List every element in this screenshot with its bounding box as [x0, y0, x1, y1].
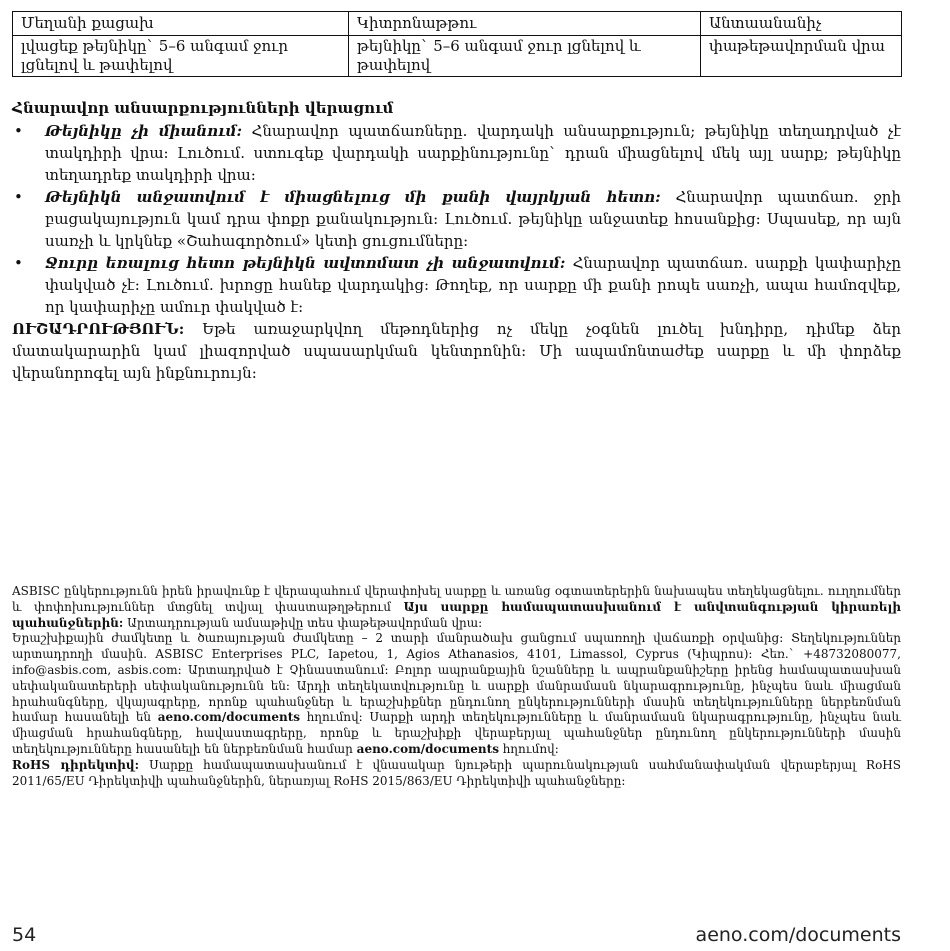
issue-text: Հնարավոր պատճառ. ջրի բացակայություն կամ դրա փոքր քանակություն։ Լուծում. թեյնիկը անջատեք հոսանքից։ Սպասեք, որ այն սառչի և կրկնեք «Շահագործում» կետի ցուցումները։	[45, 188, 901, 250]
table-cell: լվացեք թեյնիկը` 5–6 անգամ ջուր լցնելով և թափելով	[13, 36, 349, 77]
rohs-label: RoHS դիրեկտիվ:	[12, 757, 140, 772]
table-header-cell: Անտաանանիչ	[701, 12, 902, 36]
attention-label: ՈՒՇԱԴՐՈՒԹՅՈՒՆ:	[12, 320, 185, 338]
list-item	[12, 120, 901, 186]
fine-text: Սարքը համապատասխանում է վնասակար նյութերի պարունակության սահմանափակման վերաբերյալ RoHS 2011/65/EU Դիրեկտիվի պահանջներին, ներառյալ RoHS 2015/863/EU Դիրեկտիվի պահանջները։	[12, 757, 901, 788]
manufacturer-notice	[12, 584, 901, 631]
warranty-notice	[12, 631, 901, 757]
bullet-icon: •	[14, 122, 23, 140]
table-header-cell: Մեղանի քացախ	[13, 12, 349, 36]
fine-text: հղումով։	[498, 741, 559, 756]
safety-compliance-text: Այս սարքը համապատասխանում է անվտանգության կիրառելի պահանջներին:	[12, 599, 902, 630]
documents-link[interactable]: aeno.com/documents	[157, 710, 301, 725]
table-header-row	[13, 12, 902, 36]
rohs-notice	[12, 758, 901, 790]
table-header-cell: Կիտրոնաթթու	[349, 12, 701, 36]
table-row	[13, 36, 902, 77]
fine-text: ASBISC ընկերությունն իրեն իրավունք է վերապահում վերափոխել սարքը և առանց օգտատերերին նախապես տեղեկացնելու. ուղղումներ և փոփոխություններ մտցնել տվյալ փաստաթղթերում	[12, 584, 901, 614]
bullet-icon: •	[14, 254, 23, 272]
footer-url[interactable]: aeno.com/documents	[695, 924, 901, 946]
attention-text: Եթե առաջարկվող մեթոդներից ոչ մեկը չօգնեն լուծել խնդիրը, դիմեք ձեր մատակարարին կամ լիազորված սպասարկման կենտրոնին։ Մի ապամոնտաժեք սարքը և մի փորձեք վերանորոգել այն ինքնուրույն։	[12, 320, 901, 382]
list-item	[12, 252, 901, 318]
issue-text: Հնարավոր պատճառ. սարքի կափարիչը փակված չէ։ Լուծում. խրոցը հանեք վարդակից։ Թողեք, որ սարքը մի քանի րոպե սառչի, ապա համոզվեք, որ կափարիչը ամուր փակված է։	[45, 254, 901, 316]
documents-link[interactable]: aeno.com/documents	[356, 741, 499, 756]
legal-fine-print	[12, 584, 901, 789]
table-cell: փաթեթավորման վրա	[701, 36, 902, 77]
issue-list	[12, 120, 901, 318]
page-number: 54	[12, 924, 37, 946]
fine-text: Արտադրության ամսաթիվը տես փաթեթավորման վրա։	[123, 615, 483, 630]
troubleshooting-section	[12, 97, 901, 384]
table-cell: թեյնիկը` 5–6 անգամ ջուր լցնելով և թափելով	[349, 36, 701, 77]
issue-title: Ջուրը եռալուց հետո թեյնիկն ավտոմատ չի անջատվում:	[45, 254, 566, 272]
cleaning-agents-table	[12, 11, 902, 77]
bullet-icon: •	[14, 188, 23, 206]
section-title: Հնարավոր անսարքությունների վերացում	[12, 99, 394, 117]
attention-note	[12, 318, 901, 384]
fine-text: հղումով։ Սարքի արդի տեղեկությունները և մանրամասն նկարագրությունը, ինչպես նաև միացման հրահանգները, հավաստագրերը, որոնք և երաշխիքի վերաբերյալ պահանջներ ընդունող ընկերությունների մասին տեղեկությունները հասանելի են ներբեռնման համար	[12, 710, 901, 756]
issue-text: Հնարավոր պատճառները. վարդակի անսարքություն; թեյնիկը տեղադրված չէ տակդիրի վրա։ Լուծում. ստուգեք վարդակի սարքինությունը` դրան միացնելով մեկ այլ սարք; թեյնիկը տեղադրեք տակդիրի վրա։	[45, 122, 901, 184]
fine-text: Երաշխիքային ժամկետը և ծառայության ժամկետը – 2 տարի մանրածախ ցանցում սպառողի վաճառքի օրվանից։ Տեղեկություններ արտադրողի մասին. ASBISC Enterprises PLC, Iapetou, 1, Agios Athanasios, 4101, Limassol, Cyprus (Կիպրոս)։ Հեռ.` +48732080077, info@asbis.com, asbis.com։ Արտադրված է Չինաստանում։ Բոլոր ապրանքային նշանները և ապրանքանիշերը իրենց համապատասխան սեփականատերերի սեփականությունն են։ Արդի տեղեկատվությունը և սարքի մանրամասն նկարագրությունը, ինչպես նաև միացման հրահանգները, վկայագրերը, որոնք պահանջներ և երաշխիքներ ընդունող ընկերությունների մասին տեղեկությունները ներբեռնման համար հասանելի են	[12, 631, 901, 725]
list-item	[12, 186, 901, 252]
issue-title: Թեյնիկը չի միանում:	[45, 122, 243, 140]
issue-title: Թեյնիկն անջատվում է միացնելուց մի քանի վայրկյան հետո:	[45, 188, 661, 206]
